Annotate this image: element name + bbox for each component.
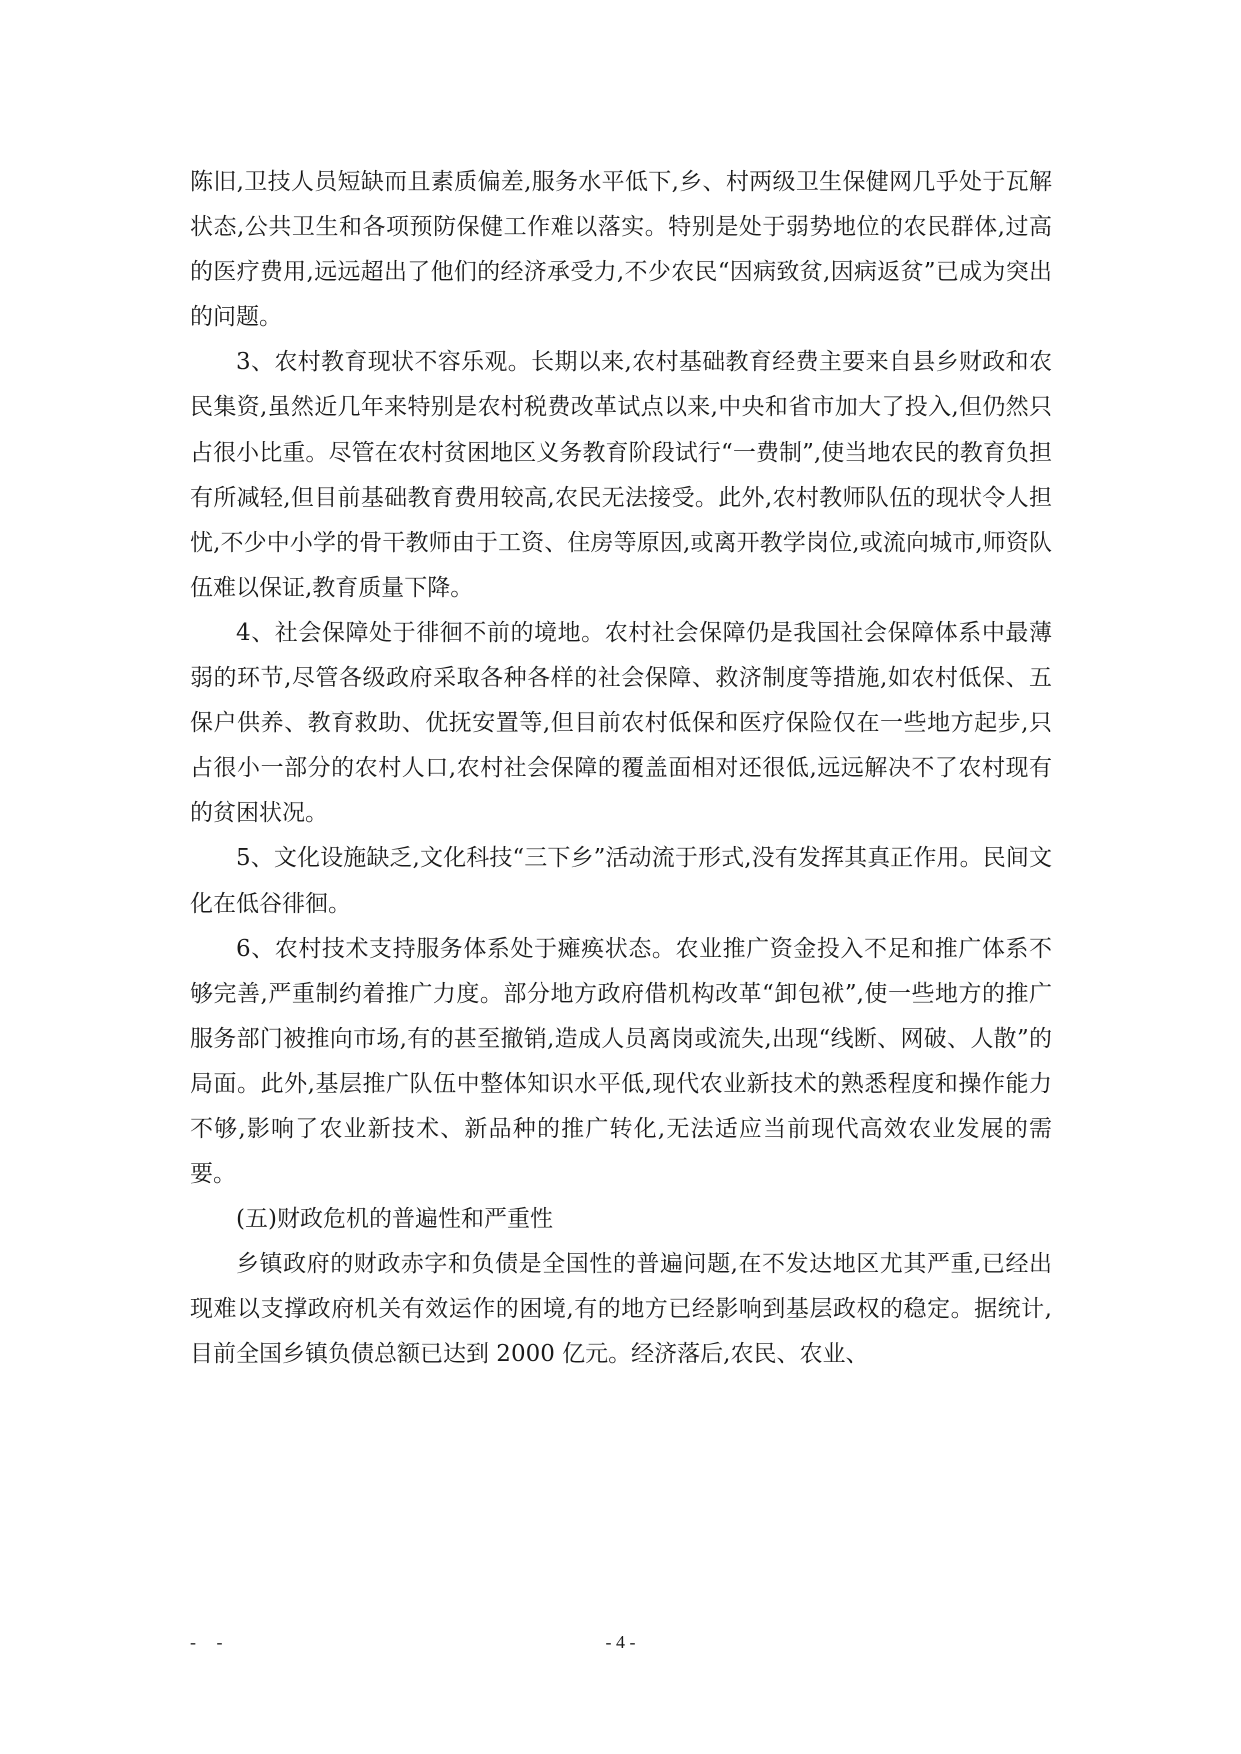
- page-footer: [0, 1632, 1241, 1662]
- paragraph-fiscal-deficit: 乡镇政府的财政赤字和负债是全国性的普遍问题,在不发达地区尤其严重,已经出现难以支撑政府机关有效运作的困境,有的地方已经影响到基层政权的稳定。据统计,目前全国乡镇负债总额已达到 2000 亿元。经济落后,农民、农业、: [190, 1251, 1052, 1368]
- paragraph-social-security: 4、社会保障处于徘徊不前的境地。农村社会保障仍是我国社会保障体系中最薄弱的环节,尽管各级政府采取各种各样的社会保障、救济制度等措施,如农村低保、五保户供养、教育救助、优抚安置等,但目前农村低保和医疗保险仅在一些地方起步,只占很小一部分的农村人口,农村社会保障的覆盖面相对还很低,远远解决不了农村现有的贫困状况。: [190, 619, 1052, 827]
- paragraph-continuation: 陈旧,卫技人员短缺而且素质偏差,服务水平低下,乡、村两级卫生保健网几乎处于瓦解状态,公共卫生和各项预防保健工作难以落实。特别是处于弱势地位的农民群体,过高的医疗费用,远远超出了他们的经济承受力,不少农民“因病致贫,因病返贫”已成为突出的问题。: [190, 169, 1052, 331]
- page-number: - 4 -: [605, 1632, 636, 1652]
- footer-marks: - -: [190, 1632, 231, 1652]
- paragraph-rural-education: 3、农村教育现状不容乐观。长期以来,农村基础教育经费主要来自县乡财政和农民集资,虽然近几年来特别是农村税费改革试点以来,中央和省市加大了投入,但仍然只占很小比重。尽管在农村贫困地区义务教育阶段试行“一费制”,使当地农民的教育负担有所减轻,但目前基础教育费用较高,农民无法接受。此外,农村教师队伍的现状令人担忧,不少中小学的骨干教师由于工资、住房等原因,或离开教学岗位,或流向城市,师资队伍难以保证,教育质量下降。: [190, 349, 1052, 601]
- document-body: [190, 160, 1052, 1378]
- paragraph-tech-support: 6、农村技术支持服务体系处于瘫痪状态。农业推广资金投入不足和推广体系不够完善,严重制约着推广力度。部分地方政府借机构改革“卸包袱”,使一些地方的推广服务部门被推向市场,有的甚至撤销,造成人员离岗或流失,出现“线断、网破、人散”的局面。此外,基层推广队伍中整体知识水平低,现代农业新技术的熟悉程度和操作能力不够,影响了农业新技术、新品种的推广转化,无法适应当前现代高效农业发展的需要。: [190, 935, 1052, 1188]
- paragraph-cultural-facilities: 5、文化设施缺乏,文化科技“三下乡”活动流于形式,没有发挥其真正作用。民间文化在低谷徘徊。: [190, 845, 1052, 917]
- section-heading-fiscal-crisis: (五)财政危机的普遍性和严重性: [236, 1206, 553, 1233]
